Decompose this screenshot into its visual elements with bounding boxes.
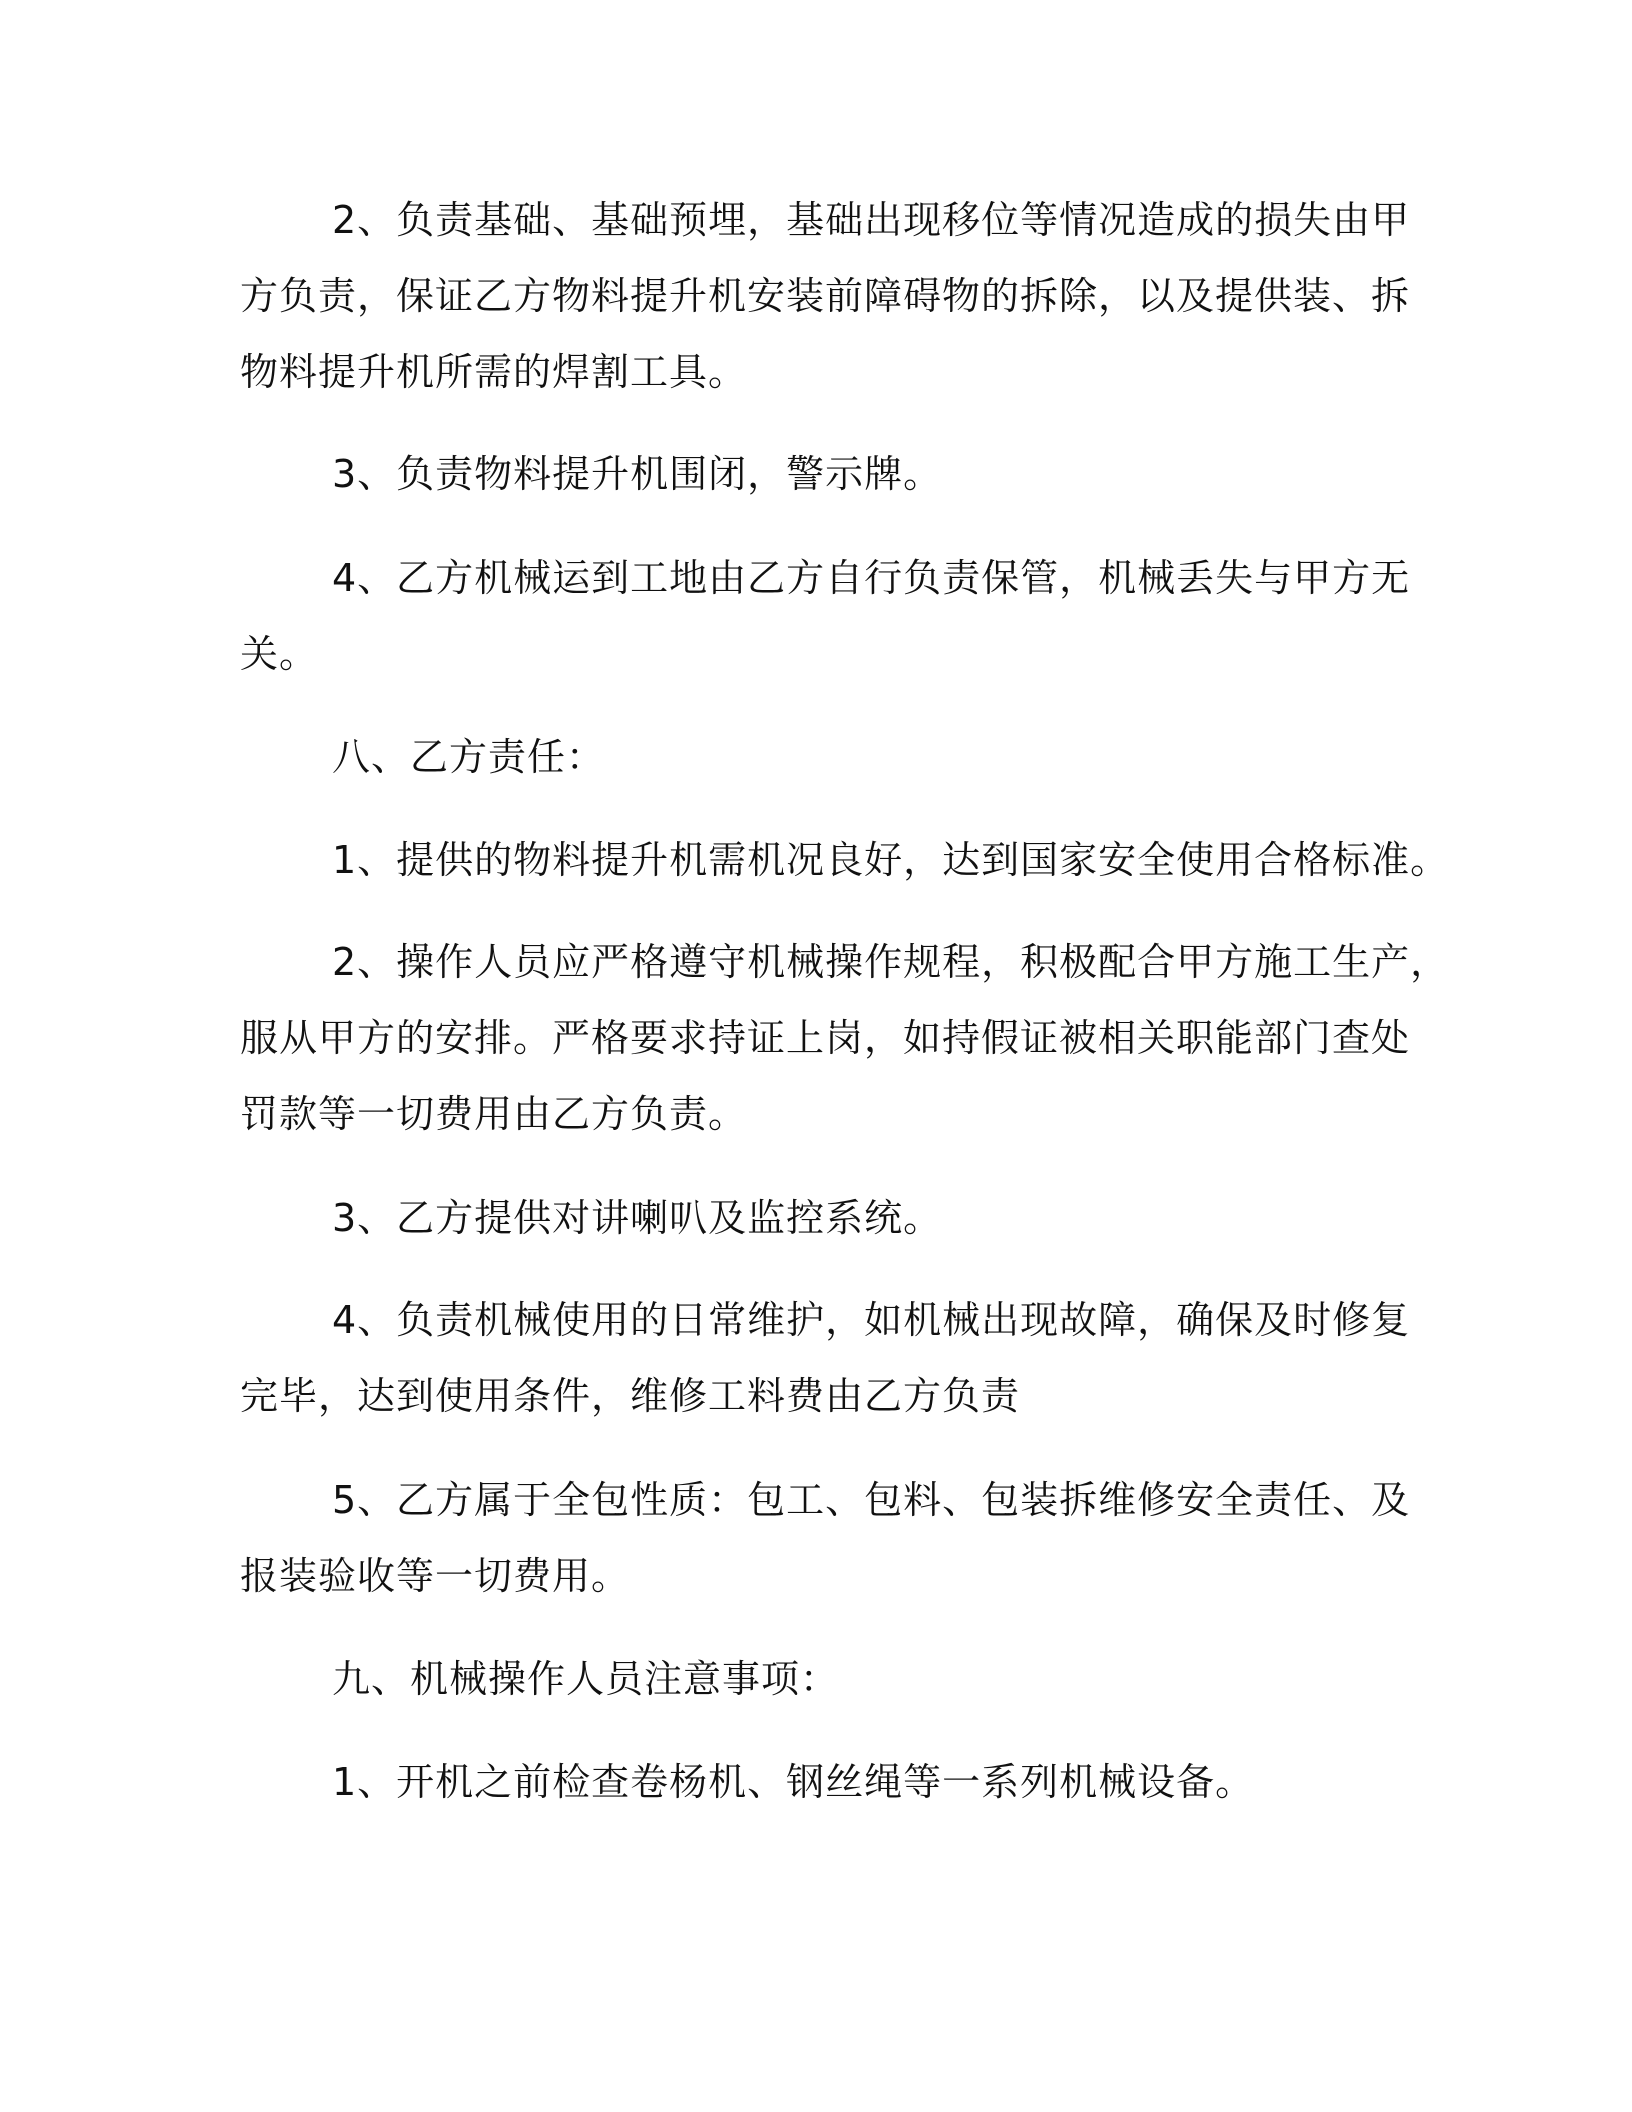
section-heading: 九、机械操作人员注意事项：: [332, 1657, 840, 1701]
text-line: 完毕，达到使用条件，维修工料费由乙方负责: [240, 1374, 1021, 1418]
text-line: 方负责，保证乙方物料提升机安装前障碍物的拆除，以及提供装、拆: [240, 274, 1411, 318]
text-line: 报装验收等一切费用。: [240, 1554, 631, 1598]
text-line: 3、乙方提供对讲喇叭及监控系统。: [332, 1196, 943, 1240]
text-line: 4、负责机械使用的日常维护，如机械出现故障，确保及时修复: [332, 1298, 1411, 1342]
text-line: 罚款等一切费用由乙方负责。: [240, 1092, 748, 1136]
text-line: 服从甲方的安排。严格要求持证上岗，如持假证被相关职能部门查处: [240, 1016, 1411, 1060]
section-heading: 八、乙方责任：: [332, 735, 606, 779]
text-line: 5、乙方属于全包性质：包工、包料、包装拆维修安全责任、及: [332, 1478, 1411, 1522]
text-line: 物料提升机所需的焊割工具。: [240, 350, 748, 394]
text-line: 4、乙方机械运到工地由乙方自行负责保管，机械丢失与甲方无: [332, 556, 1411, 600]
text-line: 关。: [240, 632, 319, 676]
text-line: 2、负责基础、基础预埋，基础出现移位等情况造成的损失由甲: [332, 198, 1411, 242]
text-line: 3、负责物料提升机围闭，警示牌。: [332, 452, 943, 496]
text-line: 1、开机之前检查卷杨机、钢丝绳等一系列机械设备。: [332, 1760, 1255, 1804]
text-line: 2、操作人员应严格遵守机械操作规程，积极配合甲方施工生产，: [332, 940, 1450, 984]
text-line: 1、提供的物料提升机需机况良好，达到国家安全使用合格标准。: [332, 838, 1450, 882]
